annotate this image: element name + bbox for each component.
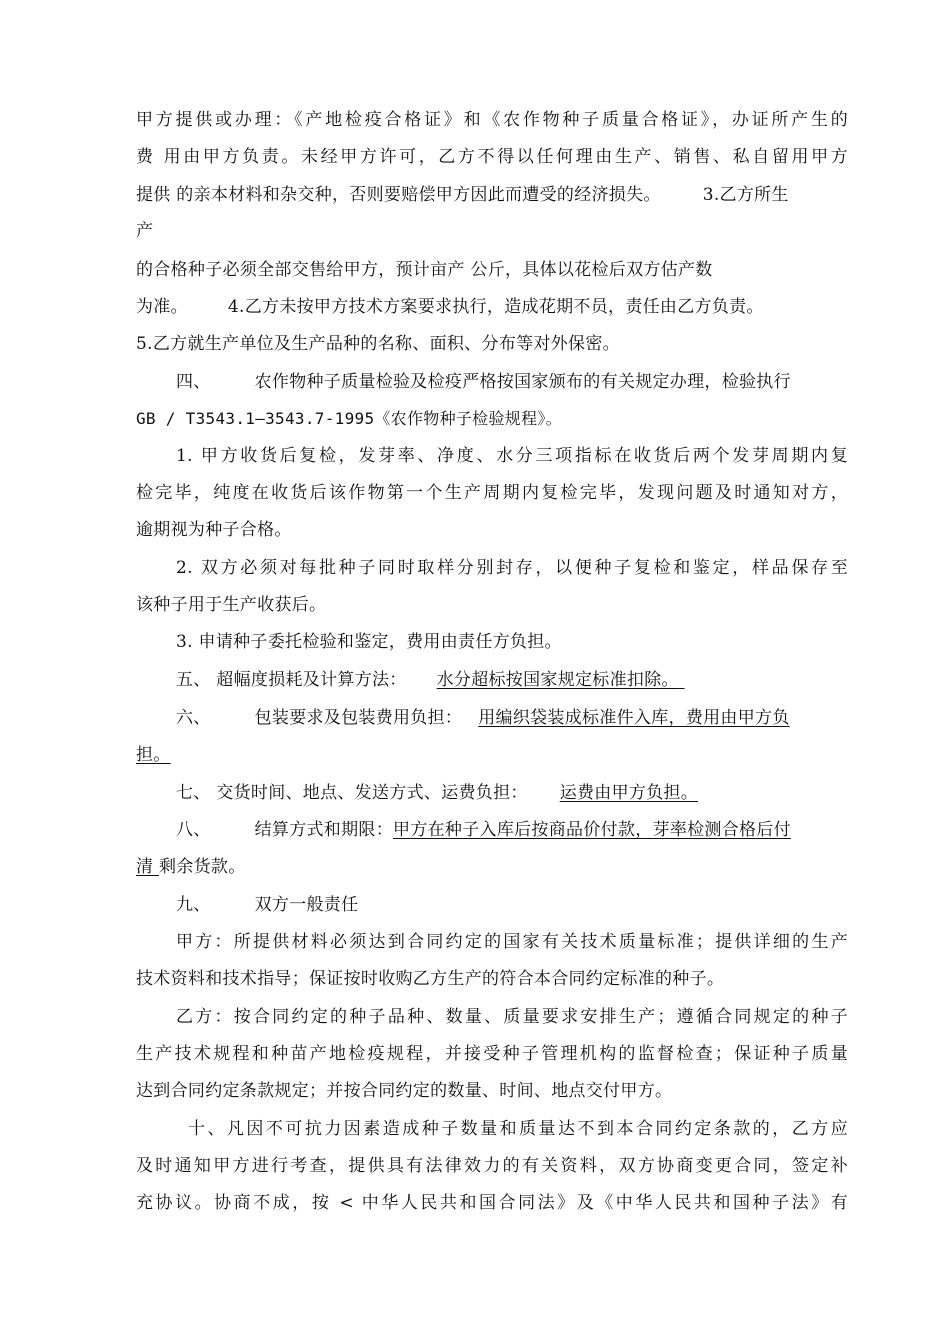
text-line: 检完毕，纯度在收货后该作物第一个生产周期内复检完毕，发现问题及时通知对方， xyxy=(136,483,848,503)
text-line: 逾期视为种子合格。 xyxy=(136,520,292,540)
text-line xyxy=(136,855,848,879)
text-line: 产 xyxy=(136,221,154,241)
text-span: 双方一般责任 xyxy=(254,895,359,915)
underlined-text: 水分超标按国家规定标准扣除。 xyxy=(436,670,679,690)
text-span: 3.乙方所生 xyxy=(702,185,789,205)
section-heading-4 xyxy=(176,370,848,394)
underlined-text: 用编织袋装成标准件入库，费用由甲方负 xyxy=(478,708,790,728)
section-heading-8 xyxy=(176,818,848,842)
section-number: 六、 xyxy=(176,708,211,728)
section-number: 八、 xyxy=(176,820,211,840)
underlined-text: 甲方在种子入库后按商品价付款，芽率检测合格后付 xyxy=(393,820,791,840)
underlined-text: 担。 xyxy=(136,745,171,765)
text-span: 五、 超幅度损耗及计算方法： xyxy=(176,670,407,690)
text-line xyxy=(136,183,848,207)
section-heading-9 xyxy=(176,893,848,917)
text-line: 乙方：按合同约定的种子品种、数量、质量要求安排生产；遵循合同规定的种子 xyxy=(176,1007,848,1027)
underlined-text: 清 xyxy=(136,857,160,877)
text-line: 该种子用于生产收获后。 xyxy=(136,595,327,615)
text-line: 费 用由甲方负责。未经甲方许可，乙方不得以任何理由生产、销售、私自留用甲方 xyxy=(136,147,848,167)
section-heading-5 xyxy=(176,668,848,692)
text-span: 结算方式和期限： xyxy=(254,820,394,840)
text-line: GB / T3543.1—3543.7-1995《农作物种子检验规程》。 xyxy=(136,409,562,428)
text-line: 技术资料和技术指导；保证按时收购乙方生产的符合本合同约定标准的种子。 xyxy=(136,969,725,989)
text-line: 及时通知甲方进行考查，提供具有法律效力的有关资料，双方协商变更合同，签定补 xyxy=(136,1156,848,1176)
text-line xyxy=(136,295,848,319)
text-span: 七、 交货时间、地点、发送方式、运费负担： xyxy=(176,783,528,803)
text-line xyxy=(136,743,848,767)
text-line: 3. 申请种子委托检验和鉴定，费用由责任方负担。 xyxy=(176,632,562,652)
text-line: 2. 双方必须对每批种子同时取样分别封存，以便种子复检和鉴定，样品保存至 xyxy=(176,558,848,578)
text-line: 生产技术规程和种苗产地检疫规程，并接受种子管理机构的监督检查；保证种子质量 xyxy=(136,1044,848,1064)
text-span: 包装要求及包装费用负担： xyxy=(254,708,463,728)
text-line: 的合格种子必须全部交售给甲方，预计亩产 公斤，具体以花检后双方估产数 xyxy=(136,260,713,280)
text-span: 提供 的亲本材料和杂交种，否则要赔偿甲方因此而遭受的经济损失。 xyxy=(136,185,661,205)
text-line: 5.乙方就生产单位及生产品种的名称、面积、分布等对外保密。 xyxy=(136,334,620,354)
text-span: 农作物种子质量检验及检疫严格按国家颁布的有关规定办理，检验执行 xyxy=(254,372,791,392)
section-number: 四、 xyxy=(176,372,211,392)
section-heading-6 xyxy=(176,706,848,730)
text-line: 甲方提供或办理：《产地检疫合格证》和《农作物种子质量合格证》，办证所产生的 xyxy=(136,110,848,130)
text-line: 甲方：所提供材料必须达到合同约定的国家有关技术质量标准；提供详细的生产 xyxy=(176,932,848,952)
text-span: 剩余货款。 xyxy=(159,857,246,877)
text-line: 达到合同约定条款规定；并按合同约定的数量、时间、地点交付甲方。 xyxy=(136,1081,673,1101)
text-span: 为准。 xyxy=(136,297,188,317)
underlined-text: 运费由甲方负担。 xyxy=(559,783,699,803)
section-heading-7 xyxy=(176,781,848,805)
text-line: 十、凡因不可抗力因素造成种子数量和质量达不到本合同约定条款的，乙方应 xyxy=(188,1119,848,1139)
text-line: 1. 甲方收货后复检，发芽率、净度、水分三项指标在收货后两个发芽周期内复 xyxy=(176,446,848,466)
text-line: 充协议。协商不成，按 < 中华人民共和国合同法》及《中华人民共和国种子法》有 xyxy=(136,1193,848,1213)
section-number: 九、 xyxy=(176,895,211,915)
text-span: 4.乙方未按甲方技术方案要求执行，造成花期不员，责任由乙方负责。 xyxy=(227,297,764,317)
